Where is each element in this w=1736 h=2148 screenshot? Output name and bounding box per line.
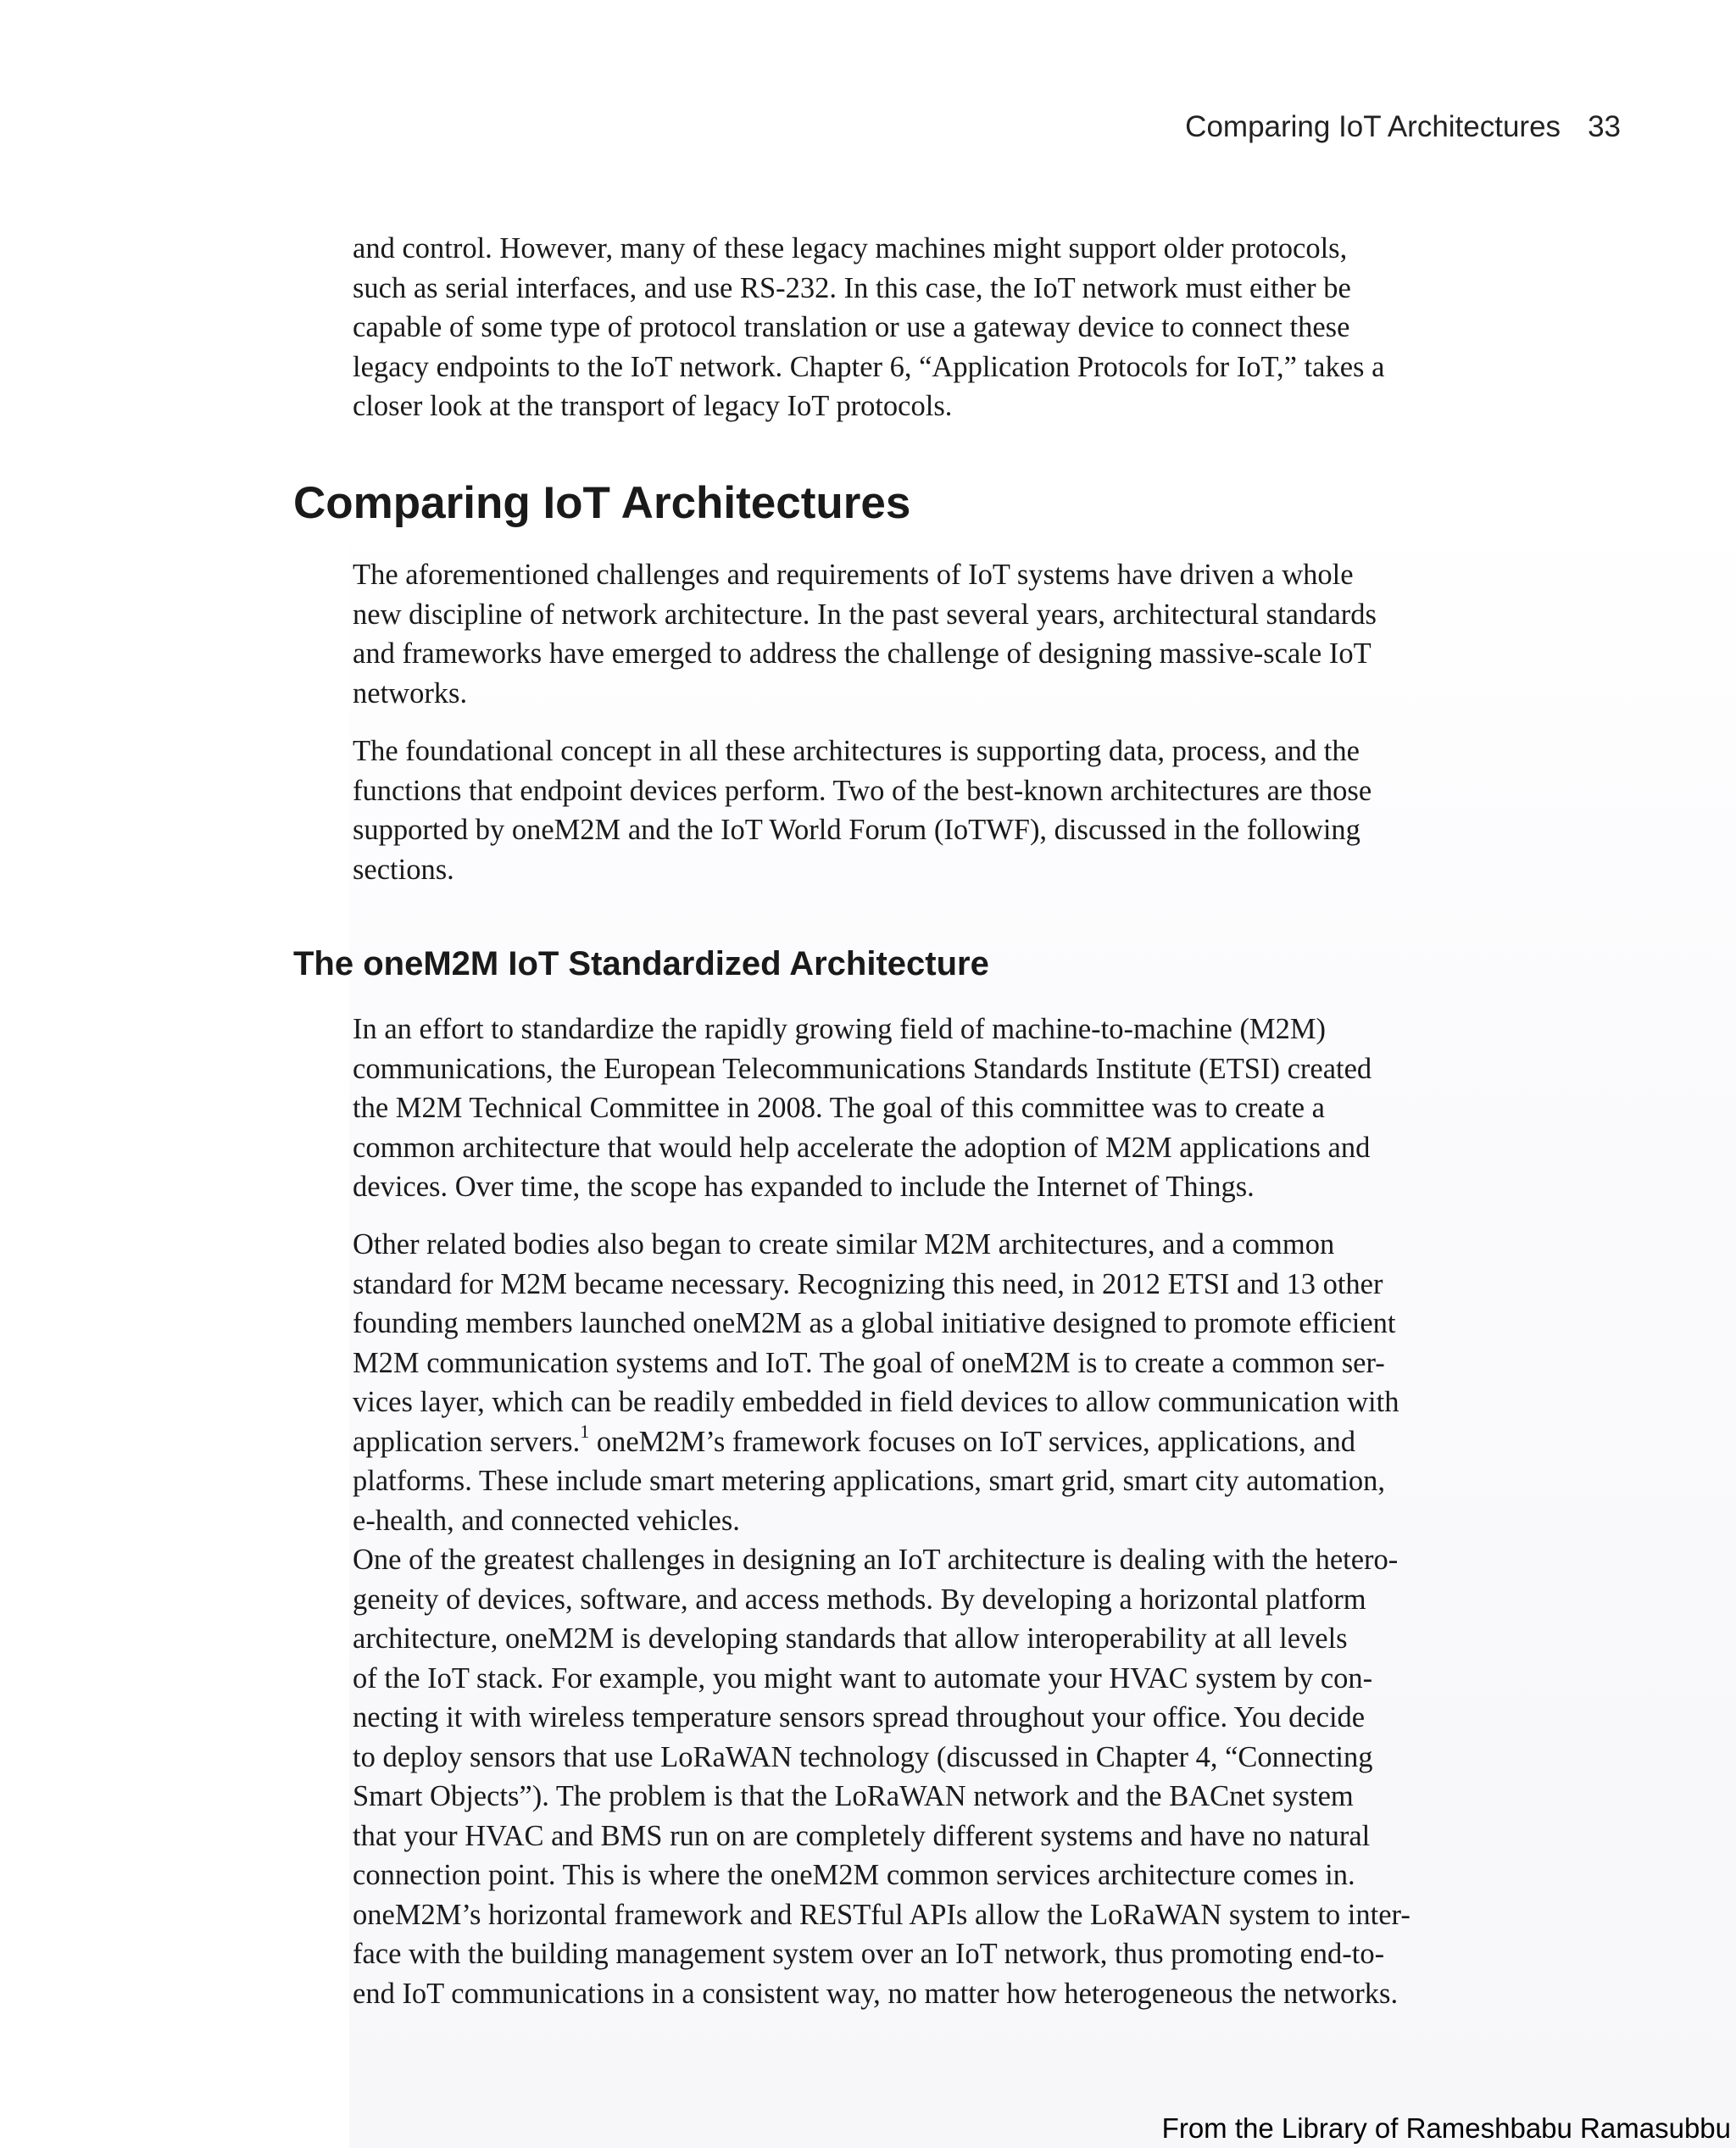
text-line: and frameworks have emerged to address the challenge of designing massive-scale IoT (353, 637, 1372, 670)
running-head-title: Comparing IoT Architectures (1185, 110, 1561, 143)
text-line: common architecture that would help accelerate the adoption of M2M applications and (353, 1131, 1371, 1164)
text-line: legacy endpoints to the IoT network. Chapter 6, “Application Protocols for IoT,” takes a (353, 350, 1385, 383)
text-line: The foundational concept in all these architectures is supporting data, process, and the (353, 735, 1360, 767)
subsection-paragraph-3 (353, 1540, 1497, 2013)
text-line: the M2M Technical Committee in 2008. The goal of this committee was to create a (353, 1092, 1325, 1124)
text-line: new discipline of network architecture. In the past several years, architectural standards (353, 598, 1377, 631)
text-line: standard for M2M became necessary. Recognizing this need, in 2012 ETSI and 13 other (353, 1267, 1383, 1300)
text-line: geneity of devices, software, and access methods. By developing a horizontal platform (353, 1583, 1366, 1616)
text-line: end IoT communications in a consistent way, no matter how heterogeneous the networks. (353, 1977, 1399, 2010)
footnote-line-start: application servers. (353, 1425, 581, 1458)
text-line: e-health, and connected vehicles. (353, 1504, 740, 1537)
text-line: architecture, oneM2M is developing standards that allow interoperability at all levels (353, 1622, 1348, 1655)
intro-paragraph (353, 229, 1497, 426)
text-line: networks. (353, 676, 468, 710)
running-head (1185, 110, 1621, 144)
text-line: to deploy sensors that use LoRaWAN technology (discussed in Chapter 4, “Connecting (353, 1740, 1373, 1773)
text-line: platforms. These include smart metering applications, smart grid, smart city automation, (353, 1465, 1386, 1497)
text-line: functions that endpoint devices perform. Two of the best-known architectures are those (353, 774, 1372, 807)
text-line: Other related bodies also began to create similar M2M architectures, and a common (353, 1228, 1335, 1260)
section-heading: Comparing IoT Architectures (293, 478, 911, 528)
section-paragraph-1 (353, 555, 1497, 713)
text-line-with-footnote (353, 1422, 1497, 1462)
text-line: sections. (353, 853, 454, 886)
text-line: Smart Objects”). The problem is that the LoRaWAN network and the BACnet system (353, 1780, 1354, 1812)
text-line: capable of some type of protocol translation or use a gateway device to connect these (353, 311, 1350, 343)
subsection-heading: The oneM2M IoT Standardized Architecture (293, 945, 989, 982)
subsection-paragraph-1 (353, 1010, 1497, 1207)
text-line: and control. However, many of these legacy machines might support older protocols, (353, 232, 1348, 264)
text-line: devices. Over time, the scope has expanded to include the Internet of Things. (353, 1171, 1255, 1203)
text-line: M2M communication systems and IoT. The goal of oneM2M is to create a common ser- (353, 1346, 1385, 1379)
text-line: In an effort to standardize the rapidly growing field of machine-to-machine (M2M) (353, 1013, 1327, 1045)
text-line: supported by oneM2M and the IoT World Forum (IoTWF), discussed in the following (353, 814, 1360, 846)
footnote-reference[interactable]: 1 (580, 1421, 590, 1442)
text-line: oneM2M’s horizontal framework and RESTful APIs allow the LoRaWAN system to inter- (353, 1898, 1410, 1931)
text-line: The aforementioned challenges and requirements of IoT systems have driven a whole (353, 559, 1354, 591)
page-number: 33 (1588, 110, 1621, 143)
text-line: of the IoT stack. For example, you might want to automate your HVAC system by con- (353, 1661, 1373, 1694)
text-line: communications, the European Telecommunications Standards Institute (ETSI) created (353, 1052, 1372, 1085)
text-line: One of the greatest challenges in designing an IoT architecture is dealing with the hetero- (353, 1544, 1399, 1576)
text-line: such as serial interfaces, and use RS-232. In this case, the IoT network must either be (353, 271, 1351, 304)
text-line: connection point. This is where the oneM2M common services architecture comes in. (353, 1859, 1355, 1891)
text-line: vices layer, which can be readily embedded in field devices to allow communication with (353, 1386, 1399, 1418)
text-line: face with the building management system over an IoT network, thus promoting end-to- (353, 1938, 1385, 1970)
section-paragraph-2 (353, 732, 1497, 889)
text-line: necting it with wireless temperature sensors spread throughout your office. You decide (353, 1701, 1366, 1733)
footnote-line-end: oneM2M’s framework focuses on IoT services, applications, and (589, 1425, 1356, 1458)
text-line: that your HVAC and BMS run on are completely different systems and have no natural (353, 1819, 1371, 1852)
subsection-paragraph-2 (353, 1225, 1497, 1540)
text-line: closer look at the transport of legacy IoT protocols. (353, 390, 953, 422)
library-watermark: From the Library of Rameshbabu Ramasubbu (1161, 2112, 1731, 2144)
text-line: founding members launched oneM2M as a global initiative designed to promote efficient (353, 1307, 1396, 1339)
